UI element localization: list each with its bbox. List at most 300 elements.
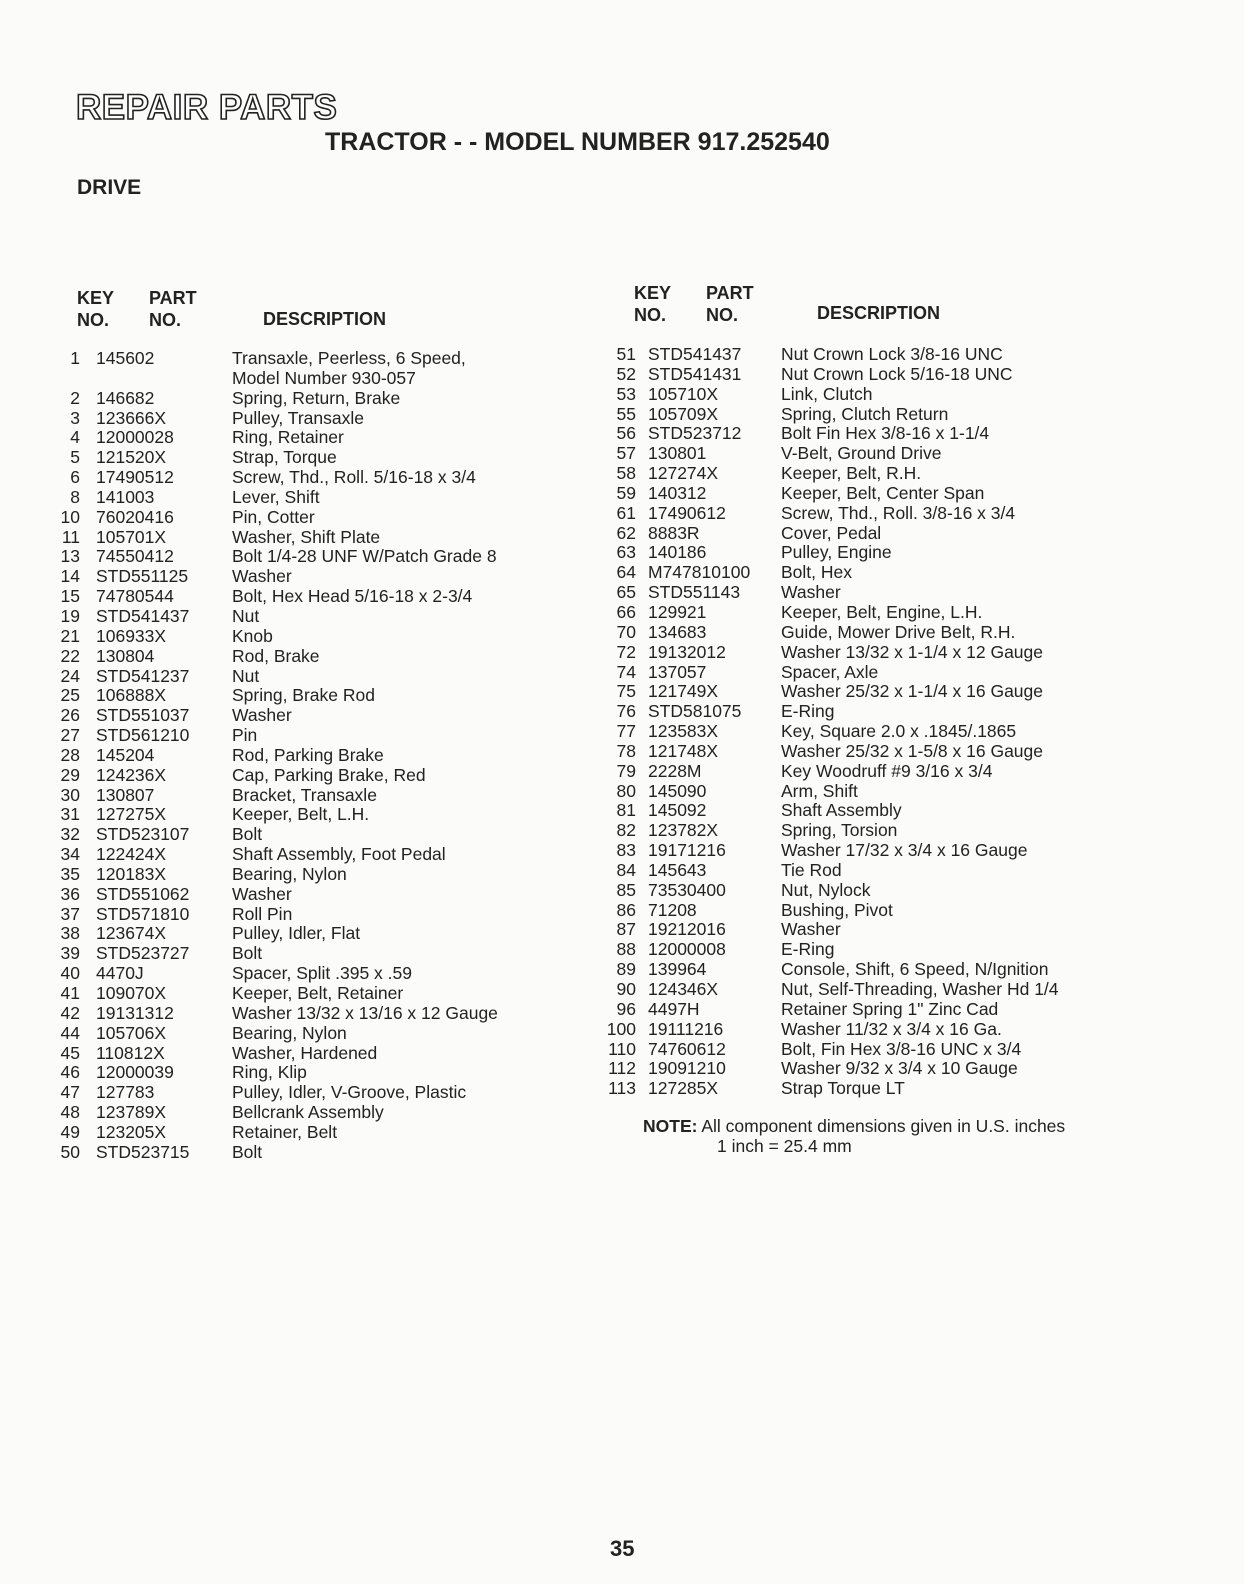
part-number: 12000008 <box>648 939 726 960</box>
key-number: 14 <box>60 566 80 587</box>
part-row <box>48 369 498 389</box>
part-description: Bolt, Fin Hex 3/8-16 UNC x 3/4 <box>781 1038 1022 1059</box>
part-row <box>48 607 498 627</box>
part-row <box>48 567 498 587</box>
part-description: Roll Pin <box>232 903 293 924</box>
key-number: 26 <box>60 705 80 726</box>
part-description: Bolt <box>232 824 263 845</box>
key-number: 65 <box>616 582 636 603</box>
part-number: 17490512 <box>96 467 174 488</box>
right-part-header <box>706 282 754 326</box>
part-row <box>48 944 498 964</box>
part-description: Bolt Fin Hex 3/8-16 x 1-1/4 <box>781 423 990 444</box>
part-row <box>48 726 498 746</box>
key-number: 61 <box>616 502 636 523</box>
part-description: Shaft Assembly <box>781 800 902 821</box>
part-description: Washer <box>232 566 292 587</box>
part-row <box>600 960 1059 980</box>
part-row <box>600 1040 1059 1060</box>
page-title: REPAIR PARTS <box>76 88 338 127</box>
key-number: 78 <box>616 740 636 761</box>
part-row <box>600 841 1059 861</box>
part-description: Keeper, Belt, Engine, L.H. <box>781 601 983 622</box>
key-number: 22 <box>60 645 80 666</box>
key-number: 39 <box>60 943 80 964</box>
part-description: Nut, Self-Threading, Washer Hd 1/4 <box>781 979 1059 999</box>
key-number: 11 <box>61 526 80 547</box>
part-row <box>600 345 1059 365</box>
part-number: 123205X <box>96 1121 167 1142</box>
part-row <box>600 405 1059 425</box>
part-number: STD523712 <box>648 423 742 444</box>
part-row <box>48 547 498 567</box>
part-number: 74780544 <box>96 586 174 607</box>
part-label: PART <box>149 288 197 308</box>
part-description: Washer <box>781 919 841 940</box>
part-description: Knob <box>232 625 273 646</box>
part-number: 105709X <box>648 403 719 424</box>
part-number: 145643 <box>648 859 707 880</box>
key-number: 21 <box>60 625 80 646</box>
part-row <box>48 1123 498 1143</box>
part-row <box>600 1079 1059 1099</box>
part-row <box>600 782 1059 802</box>
model-subtitle: TRACTOR - - MODEL NUMBER 917.252540 <box>325 128 830 156</box>
part-row <box>48 1143 498 1163</box>
part-row <box>600 742 1059 762</box>
key-number: 8 <box>70 486 80 507</box>
part-row <box>600 563 1059 583</box>
part-description: Washer 13/32 x 13/16 x 12 Gauge <box>232 1002 498 1023</box>
key-number: 96 <box>616 998 636 1019</box>
part-number: 74550412 <box>96 546 174 567</box>
part-description: Spacer, Split .395 x .59 <box>232 963 412 984</box>
part-row <box>48 349 498 369</box>
part-description: Ring, Retainer <box>232 427 344 448</box>
part-row <box>48 409 498 429</box>
key-number: 62 <box>616 522 636 543</box>
note-line-2: 1 inch = 25.4 mm <box>717 1135 852 1156</box>
right-key-header <box>634 282 671 326</box>
part-row <box>600 524 1059 544</box>
key-number: 72 <box>616 641 636 662</box>
key-number: 31 <box>60 804 80 825</box>
key-number: 56 <box>616 423 636 444</box>
key-number: 113 <box>608 1078 636 1099</box>
key-number: 77 <box>616 721 636 742</box>
part-number: 124236X <box>96 764 167 785</box>
part-row <box>48 448 498 468</box>
part-number: STD561210 <box>96 725 190 746</box>
right-description-header: DESCRIPTION <box>817 303 941 323</box>
part-number: 130804 <box>96 645 155 666</box>
key-number: 90 <box>616 979 636 999</box>
key-number: 81 <box>616 800 636 821</box>
part-number: STD523727 <box>96 943 190 964</box>
part-number: 145602 <box>96 348 155 368</box>
part-row <box>48 1083 498 1103</box>
part-row <box>48 706 498 726</box>
part-number: 123782X <box>648 820 719 841</box>
key-number: 79 <box>616 760 636 781</box>
key-number: 4 <box>70 427 80 448</box>
part-number: STD551062 <box>96 883 190 904</box>
key-number: 1 <box>70 348 80 368</box>
part-row <box>48 924 498 944</box>
part-number: 4470J <box>96 963 144 984</box>
part-row <box>600 464 1059 484</box>
part-description: Key Woodruff #9 3/16 x 3/4 <box>781 760 993 781</box>
key-number: 83 <box>616 840 636 861</box>
page-number: 35 <box>610 1536 635 1561</box>
key-number: 46 <box>60 1062 80 1083</box>
part-number: STD523715 <box>96 1141 190 1162</box>
part-description: Washer 9/32 x 3/4 x 10 Gauge <box>781 1058 1018 1079</box>
key-number: 59 <box>616 482 636 503</box>
part-number: 105706X <box>96 1022 167 1043</box>
part-description: E-Ring <box>781 939 835 960</box>
part-row <box>600 1020 1059 1040</box>
part-number: 137057 <box>648 661 707 682</box>
part-number: 127275X <box>96 804 167 825</box>
part-row <box>600 861 1059 881</box>
key-number: 2 <box>70 387 80 408</box>
part-description: Spring, Return, Brake <box>232 387 401 408</box>
part-row <box>600 444 1059 464</box>
part-row <box>600 980 1059 1000</box>
part-row <box>48 508 498 528</box>
key-number: 35 <box>60 863 80 884</box>
part-number: 19212016 <box>648 919 726 940</box>
part-number: 74760612 <box>648 1038 726 1059</box>
part-row <box>600 940 1059 960</box>
part-row <box>600 901 1059 921</box>
note-line-1: All component dimensions given in U.S. inches <box>701 1116 1066 1136</box>
part-number: 123674X <box>96 923 167 944</box>
part-row <box>48 766 498 786</box>
part-description: Nut <box>232 665 260 686</box>
part-description: Pin <box>232 725 258 746</box>
part-description: Nut <box>232 605 260 626</box>
part-description: Shaft Assembly, Foot Pedal <box>232 844 446 865</box>
part-description: Bellcrank Assembly <box>232 1102 384 1123</box>
part-number: 130807 <box>96 784 155 805</box>
key-number: 36 <box>60 883 80 904</box>
part-row <box>48 1103 498 1123</box>
part-number: 8883R <box>648 522 700 543</box>
part-number: STD551125 <box>96 566 189 587</box>
part-description: Bolt, Hex Head 5/16-18 x 2-3/4 <box>232 586 473 607</box>
part-number: 145204 <box>96 744 155 765</box>
part-row <box>48 825 498 845</box>
part-description: Pulley, Engine <box>781 542 892 563</box>
key-number: 63 <box>616 542 636 563</box>
key-number: 13 <box>60 546 80 567</box>
key-number: 37 <box>60 903 80 924</box>
part-description: Washer, Shift Plate <box>232 526 381 547</box>
part-row <box>600 682 1059 702</box>
key-number: 41 <box>60 983 80 1003</box>
part-number: 134683 <box>648 621 707 642</box>
part-description: Washer 17/32 x 3/4 x 16 Gauge <box>781 840 1028 861</box>
part-number: 19132012 <box>648 641 726 662</box>
part-row <box>600 1000 1059 1020</box>
part-description: Nut, Nylock <box>781 879 871 900</box>
key-number: 89 <box>616 959 636 980</box>
part-row <box>48 746 498 766</box>
part-number: 105710X <box>648 383 719 404</box>
part-number: 12000028 <box>96 427 174 448</box>
key-number: 34 <box>60 844 80 865</box>
part-description: Tie Rod <box>781 859 842 880</box>
part-number: 127285X <box>648 1078 719 1099</box>
left-description-header: DESCRIPTION <box>263 309 387 329</box>
key-number: 10 <box>60 506 80 527</box>
key-number: 45 <box>60 1042 80 1063</box>
part-number: 106888X <box>96 685 167 706</box>
part-description: Model Number 930-057 <box>232 367 416 388</box>
key-number: 28 <box>60 744 80 765</box>
part-description: Screw, Thd., Roll. 5/16-18 x 3/4 <box>232 467 476 488</box>
key-number: 85 <box>616 879 636 900</box>
part-number: 19111216 <box>648 1018 724 1039</box>
key-number: 51 <box>616 344 636 364</box>
key-number: 27 <box>60 725 80 746</box>
part-description: Keeper, Belt, R.H. <box>781 463 922 484</box>
key-number: 86 <box>616 899 636 920</box>
part-row <box>48 786 498 806</box>
left-key-header <box>77 287 114 331</box>
left-parts-list <box>48 349 498 1163</box>
part-description: Spring, Brake Rod <box>232 685 375 706</box>
part-number: 17490612 <box>648 502 726 523</box>
part-description: Spacer, Axle <box>781 661 879 682</box>
part-row <box>600 365 1059 385</box>
part-number: 106933X <box>96 625 167 646</box>
key-number: 110 <box>608 1038 636 1059</box>
key-number: 75 <box>616 681 636 702</box>
part-number: 19091210 <box>648 1058 726 1079</box>
key-number: 6 <box>70 467 80 488</box>
part-description: Pin, Cotter <box>232 506 315 527</box>
part-description: Washer 25/32 x 1-5/8 x 16 Gauge <box>781 740 1044 761</box>
part-description: Nut Crown Lock 5/16-18 UNC <box>781 363 1013 384</box>
part-number: STD541431 <box>648 363 742 384</box>
part-description: Bolt, Hex <box>781 562 852 583</box>
part-description: Bolt 1/4-28 UNF W/Patch Grade 8 <box>232 546 497 567</box>
part-row <box>600 920 1059 940</box>
part-number: 121748X <box>648 740 719 761</box>
key-number: 84 <box>616 859 636 880</box>
key-number: 44 <box>60 1022 80 1043</box>
part-description: Washer, Hardened <box>232 1042 378 1063</box>
part-description: Lever, Shift <box>232 486 320 507</box>
part-number: 123666X <box>96 407 167 428</box>
part-number: STD541437 <box>96 605 190 626</box>
part-row <box>48 865 498 885</box>
part-label: PART <box>706 283 754 303</box>
key-number: 15 <box>60 586 80 607</box>
part-number: STD551037 <box>96 705 190 726</box>
key-number: 3 <box>70 407 80 428</box>
key-number: 52 <box>616 363 636 384</box>
key-number: 55 <box>616 403 636 424</box>
part-number: 124346X <box>648 979 719 999</box>
part-row <box>48 488 498 508</box>
note <box>643 1117 1065 1157</box>
part-description: E-Ring <box>781 701 835 722</box>
part-row <box>600 484 1059 504</box>
part-description: Pulley, Transaxle <box>232 407 364 428</box>
part-number: 141003 <box>96 486 155 507</box>
part-description: Keeper, Belt, L.H. <box>232 804 370 825</box>
key-number: 47 <box>60 1082 80 1103</box>
part-number: 145090 <box>648 780 707 801</box>
part-description: V-Belt, Ground Drive <box>781 443 942 464</box>
part-row <box>600 623 1059 643</box>
right-parts-list <box>600 345 1059 1099</box>
part-description: Retainer, Belt <box>232 1121 338 1142</box>
part-number: 4497H <box>648 998 700 1019</box>
part-number: STD581075 <box>648 701 742 722</box>
key-number: 64 <box>616 562 636 583</box>
key-number: 100 <box>606 1018 636 1039</box>
part-description: Transaxle, Peerless, 6 Speed, <box>232 348 466 368</box>
part-description: Washer <box>232 705 292 726</box>
part-number: 19171216 <box>648 840 726 861</box>
part-number: 120183X <box>96 863 167 884</box>
part-number: 140312 <box>648 482 707 503</box>
key-label: KEY <box>634 283 672 303</box>
part-description: Spring, Clutch Return <box>781 403 949 424</box>
part-row <box>600 821 1059 841</box>
part-number: 145092 <box>648 800 707 821</box>
part-row <box>48 885 498 905</box>
key-number: 48 <box>60 1102 80 1123</box>
part-description: Bushing, Pivot <box>781 899 893 920</box>
part-description: Key, Square 2.0 x .1845/.1865 <box>781 721 1017 742</box>
part-description: Washer 13/32 x 1-1/4 x 12 Gauge <box>781 641 1044 662</box>
part-description: Link, Clutch <box>781 383 873 404</box>
part-number: 127783 <box>96 1082 155 1103</box>
part-description: Rod, Brake <box>232 645 320 666</box>
part-row <box>48 667 498 687</box>
key-number: 53 <box>616 383 636 404</box>
key-sub-label: NO. <box>77 310 110 330</box>
part-description: Cap, Parking Brake, Red <box>232 764 426 785</box>
part-row <box>48 428 498 448</box>
part-number: 110812X <box>96 1042 165 1063</box>
part-number <box>96 369 232 389</box>
left-part-header <box>149 287 197 331</box>
part-number: STD551143 <box>648 582 741 603</box>
part-row <box>48 587 498 607</box>
key-number: 88 <box>616 939 636 960</box>
part-description: Spring, Torsion <box>781 820 898 841</box>
part-sub-label: NO. <box>706 305 739 325</box>
part-description: Pulley, Idler, V-Groove, Plastic <box>232 1082 467 1103</box>
part-row <box>48 468 498 488</box>
part-row <box>600 702 1059 722</box>
part-number: 146682 <box>96 387 155 408</box>
part-description: Guide, Mower Drive Belt, R.H. <box>781 621 1016 642</box>
part-description: Washer 25/32 x 1-1/4 x 16 Gauge <box>781 681 1044 702</box>
key-number: 82 <box>616 820 636 841</box>
part-row <box>600 583 1059 603</box>
part-number: 2228M <box>648 760 702 781</box>
part-row <box>600 722 1059 742</box>
part-number: 12000039 <box>96 1062 174 1083</box>
key-label: KEY <box>77 288 115 308</box>
part-row <box>48 686 498 706</box>
part-row <box>600 881 1059 901</box>
part-row <box>600 385 1059 405</box>
part-description: Pulley, Idler, Flat <box>232 923 361 944</box>
part-description: Bearing, Nylon <box>232 863 347 884</box>
part-row <box>600 801 1059 821</box>
key-number: 80 <box>616 780 636 801</box>
part-description: Ring, Klip <box>232 1062 307 1083</box>
part-sub-label: NO. <box>149 310 182 330</box>
key-sub-label: NO. <box>634 305 667 325</box>
key-number: 30 <box>60 784 80 805</box>
key-number: 58 <box>616 463 636 484</box>
key-number: 74 <box>616 661 636 682</box>
part-row <box>48 389 498 409</box>
key-number: 57 <box>616 443 636 464</box>
part-number: 109070X <box>96 983 167 1003</box>
part-row <box>48 528 498 548</box>
part-description: Bearing, Nylon <box>232 1022 347 1043</box>
part-number: STD523107 <box>96 824 190 845</box>
part-description: Rod, Parking Brake <box>232 744 384 765</box>
part-row <box>48 1063 498 1083</box>
part-description: Retainer Spring 1" Zinc Cad <box>781 998 999 1019</box>
part-description: Washer 11/32 x 3/4 x 16 Ga. <box>781 1018 1002 1039</box>
part-number: 139964 <box>648 959 707 980</box>
part-row <box>48 1024 498 1044</box>
part-number: 140186 <box>648 542 707 563</box>
part-number: 105701X <box>96 526 167 547</box>
key-number: 50 <box>60 1141 80 1162</box>
part-description: Nut Crown Lock 3/8-16 UNC <box>781 344 1003 364</box>
part-row <box>600 603 1059 623</box>
key-number: 112 <box>608 1058 636 1079</box>
part-number: 123789X <box>96 1102 167 1123</box>
key-number: 25 <box>60 685 80 706</box>
key-number: 87 <box>616 919 636 940</box>
part-row <box>600 762 1059 782</box>
key-number: 40 <box>60 963 80 984</box>
part-row <box>600 1059 1059 1079</box>
part-description: Washer <box>781 582 841 603</box>
key-number: 24 <box>60 665 80 686</box>
part-row <box>600 424 1059 444</box>
part-row <box>600 643 1059 663</box>
key-number: 42 <box>60 1002 80 1023</box>
key-number: 29 <box>60 764 80 785</box>
part-row <box>48 1044 498 1064</box>
part-description: Bolt <box>232 943 263 964</box>
key-number: 32 <box>60 824 80 845</box>
key-number <box>48 369 96 389</box>
part-row <box>600 663 1059 683</box>
part-number: STD541237 <box>96 665 190 686</box>
part-row <box>600 543 1059 563</box>
part-number: 71208 <box>648 899 697 920</box>
part-description: Keeper, Belt, Center Span <box>781 482 985 503</box>
part-row <box>48 984 498 1004</box>
